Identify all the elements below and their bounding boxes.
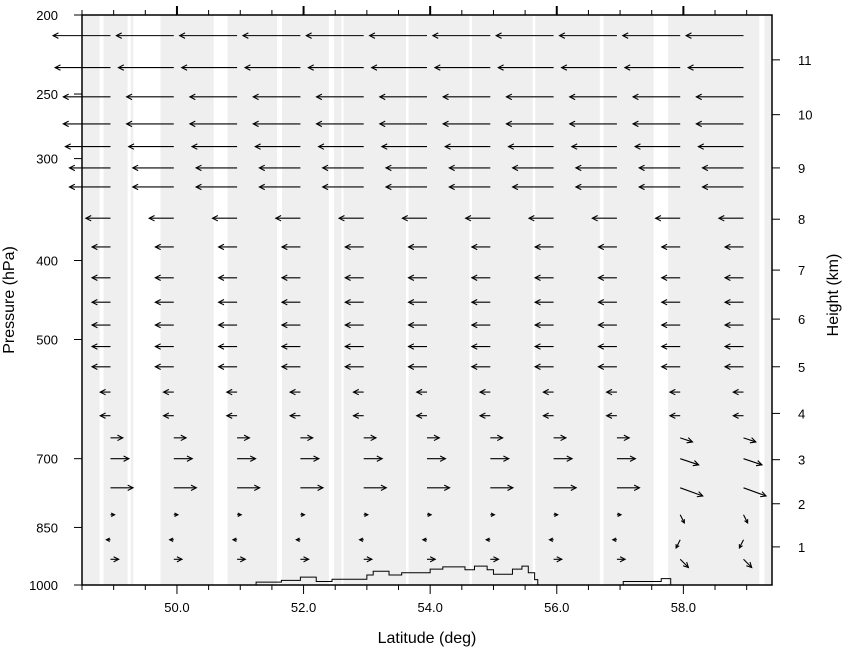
y2-axis-title: Height (km) xyxy=(825,253,842,337)
y-tick-label: 400 xyxy=(36,253,58,269)
y-tick-label: 1000 xyxy=(29,578,58,593)
y-tick-label: 850 xyxy=(36,520,58,536)
x-tick-label: 50.0 xyxy=(164,600,190,615)
y-tick-label: 700 xyxy=(36,451,58,467)
y2-tick-label: 5 xyxy=(798,359,806,375)
y2-tick-label: 9 xyxy=(798,160,806,176)
shade-gap xyxy=(133,15,160,585)
shade-gap xyxy=(128,15,131,585)
y-tick-label: 500 xyxy=(36,332,58,348)
y2-tick-label: 7 xyxy=(798,263,806,279)
y2-tick-label: 6 xyxy=(798,312,806,328)
x-tick-label: 54.0 xyxy=(417,600,443,615)
y-tick-label: 250 xyxy=(36,87,58,103)
shade-gap xyxy=(100,15,104,585)
y-axis-right xyxy=(772,53,812,555)
y-axis-left xyxy=(29,8,82,593)
x-axis-title: Latitude (deg) xyxy=(377,630,477,647)
shade-gap xyxy=(406,15,409,585)
y-tick-label: 200 xyxy=(36,8,58,23)
y2-tick-label: 1 xyxy=(798,539,806,555)
y2-tick-label: 8 xyxy=(798,212,806,228)
background-shading xyxy=(82,15,772,585)
y-tick-label: 300 xyxy=(36,151,58,167)
shade-gap xyxy=(214,15,228,585)
shade-gap xyxy=(277,15,282,585)
shade-gap xyxy=(533,15,536,585)
x-tick-label: 56.0 xyxy=(544,600,570,615)
shade-gap xyxy=(329,15,334,585)
y2-tick-label: 10 xyxy=(798,107,813,123)
x-tick-label: 52.0 xyxy=(290,600,317,615)
x-tick-label: 58.0 xyxy=(670,600,697,615)
plot-area-shade xyxy=(82,15,772,585)
shade-gap xyxy=(342,15,344,585)
y2-tick-label: 2 xyxy=(798,496,806,512)
y-axis-title: Pressure (hPa) xyxy=(1,246,18,354)
y2-tick-label: 11 xyxy=(798,52,812,68)
y2-tick-label: 3 xyxy=(798,452,806,468)
shade-gap xyxy=(469,15,472,585)
y2-tick-label: 4 xyxy=(798,406,806,422)
shade-gap xyxy=(759,15,764,585)
